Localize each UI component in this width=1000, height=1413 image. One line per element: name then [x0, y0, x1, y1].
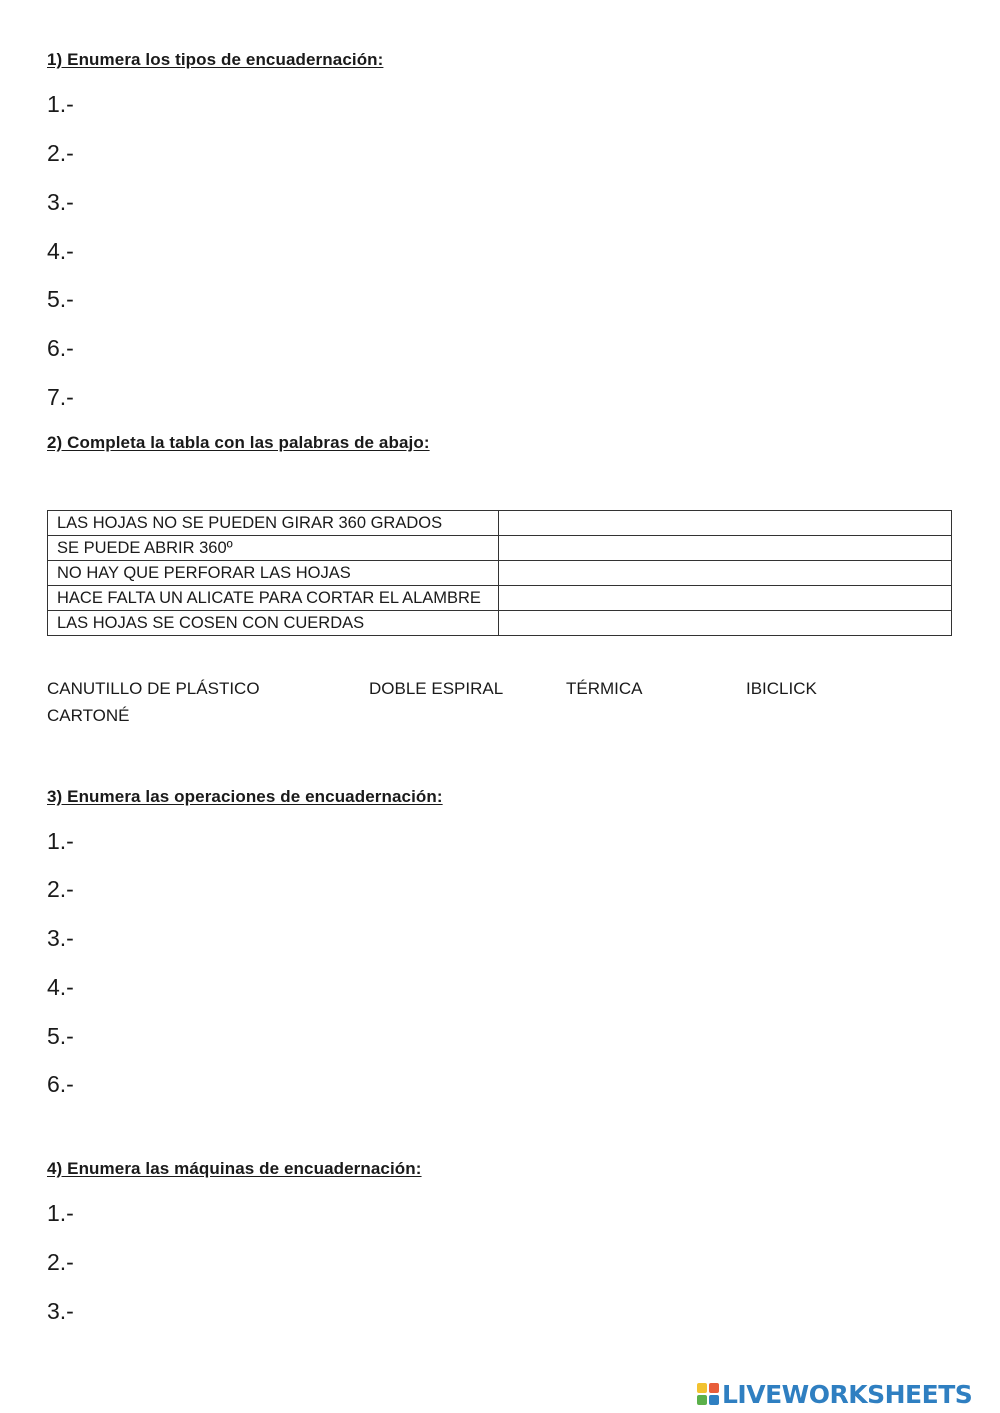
section1-item: 7.- — [47, 384, 74, 410]
section3-item: 5.- — [47, 1023, 74, 1049]
table-row — [48, 586, 952, 611]
word-bank-item: IBICLICK — [746, 679, 817, 698]
word-bank-item: DOBLE ESPIRAL — [369, 679, 504, 698]
section1-item: 3.- — [47, 189, 74, 215]
section1-item: 1.- — [47, 91, 74, 117]
section2-heading: 2) Completa la tabla con las palabras de abajo: — [47, 433, 430, 452]
table-cell-description: LAS HOJAS NO SE PUEDEN GIRAR 360 GRADOS — [48, 511, 499, 536]
section4-item: 1.- — [47, 1200, 74, 1226]
table-row — [48, 561, 952, 586]
section1-item: 2.- — [47, 140, 74, 166]
table-cell-answer[interactable] — [499, 586, 952, 611]
table-row — [48, 611, 952, 636]
logo-square — [697, 1395, 707, 1405]
table-cell-description: LAS HOJAS SE COSEN CON CUERDAS — [48, 611, 499, 636]
table-cell-description: SE PUEDE ABRIR 360º — [48, 536, 499, 561]
table-cell-description: NO HAY QUE PERFORAR LAS HOJAS — [48, 561, 499, 586]
table-row — [48, 511, 952, 536]
logo-square — [709, 1395, 719, 1405]
section3-item: 6.- — [47, 1071, 74, 1097]
word-bank-item: CARTONÉ — [47, 706, 130, 725]
word-bank-item: TÉRMICA — [566, 679, 643, 698]
table-cell-answer[interactable] — [499, 611, 952, 636]
section3-item: 1.- — [47, 828, 74, 854]
logo-text: LIVEWORKSHEETS — [722, 1379, 973, 1409]
table-cell-answer[interactable] — [499, 561, 952, 586]
section4-item: 2.- — [47, 1249, 74, 1275]
table-cell-description: HACE FALTA UN ALICATE PARA CORTAR EL ALAMBRE — [48, 586, 499, 611]
liveworksheets-logo — [697, 1378, 972, 1410]
logo-square — [697, 1383, 707, 1393]
section1-heading: 1) Enumera los tipos de encuadernación: — [47, 50, 384, 69]
section1-item: 6.- — [47, 335, 74, 361]
logo-square — [709, 1383, 719, 1393]
word-bank-item: CANUTILLO DE PLÁSTICO — [47, 679, 260, 698]
section3-item: 4.- — [47, 974, 74, 1000]
logo-mark-icon — [697, 1383, 719, 1405]
table-row — [48, 536, 952, 561]
section4-item: 3.- — [47, 1298, 74, 1324]
section3-heading: 3) Enumera las operaciones de encuadernación: — [47, 787, 443, 806]
table-cell-answer[interactable] — [499, 511, 952, 536]
table-cell-answer[interactable] — [499, 536, 952, 561]
section1-item: 5.- — [47, 286, 74, 312]
section1-item: 4.- — [47, 238, 74, 264]
section3-item: 3.- — [47, 925, 74, 951]
section4-heading: 4) Enumera las máquinas de encuadernación: — [47, 1159, 422, 1178]
matching-table — [47, 510, 952, 636]
section3-item: 2.- — [47, 876, 74, 902]
